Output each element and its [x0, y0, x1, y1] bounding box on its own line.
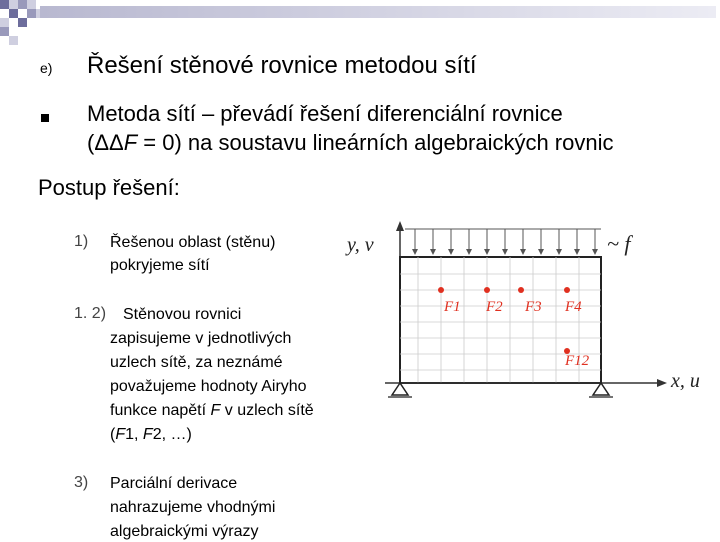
square-bullet-icon	[41, 114, 49, 122]
wall-mesh-figure	[345, 215, 715, 400]
node-label-f12: F12	[565, 353, 590, 369]
load-label: ~ f	[607, 231, 631, 256]
step2-line1: Stěnovou rovnici	[123, 306, 242, 323]
step3-line2: nahrazujeme vhodnými	[110, 499, 276, 516]
step2-line4: považujeme hodnoty Airyho	[110, 378, 307, 395]
step2-line3: uzlech sítě, za neznámé	[110, 354, 283, 371]
node-label-f4: F4	[565, 299, 582, 315]
procedure-heading: Postup řešení:	[38, 175, 180, 200]
right-support-icon	[593, 383, 609, 395]
node-label-f1: F1	[444, 299, 461, 315]
step1-line2: pokryjeme sítí	[110, 257, 210, 274]
step2-number: 1. 2)	[74, 305, 107, 322]
node-label-f2: F2	[486, 299, 503, 315]
bullet-text-line1: Metoda sítí – převádí řešení diferenciální rovnice	[87, 101, 563, 126]
mesh-nodes	[438, 287, 570, 354]
y-axis-arrow-icon	[396, 221, 404, 231]
bullet-text-line2: (ΔΔF = 0) na soustavu lineárních algebraických rovnic	[87, 130, 614, 155]
load-arrowheads	[412, 249, 598, 255]
step1-number: 1)	[74, 233, 89, 250]
step3-number: 3)	[74, 474, 89, 491]
step3-line1: Parciální derivace	[110, 475, 238, 492]
x-axis-arrow-icon	[657, 379, 667, 387]
step2-line6: (F1, F2, …)	[110, 426, 192, 443]
x-axis-label: x, u	[671, 370, 700, 392]
step3-line3: algebraickými výrazy	[110, 523, 259, 540]
step2-line2: zapisujeme v jednotlivých	[110, 330, 292, 347]
left-support-icon	[392, 383, 408, 395]
item-label-e: e)	[40, 60, 53, 76]
y-axis-label: y, v	[347, 234, 374, 256]
step1-line1: Řešenou oblast (stěnu)	[110, 234, 276, 251]
slide-title: Řešení stěnové rovnice metodou sítí	[87, 52, 477, 79]
top-bar-decoration	[40, 6, 716, 18]
node-label-f3: F3	[525, 299, 542, 315]
step2-line5: funkce napětí F v uzlech sítě	[110, 402, 314, 419]
